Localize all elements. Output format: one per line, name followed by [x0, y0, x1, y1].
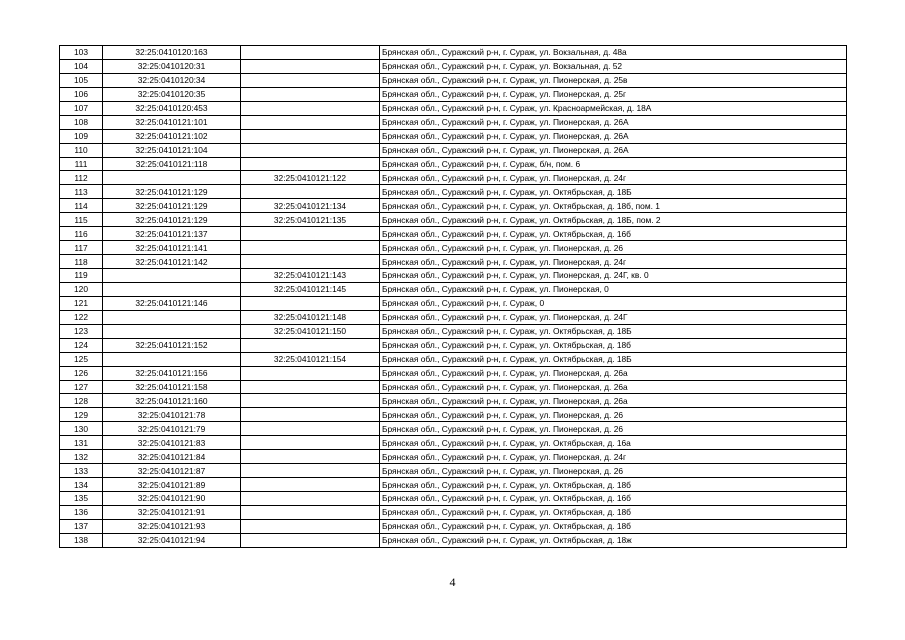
part-number-cell [241, 143, 380, 157]
address-cell: Брянская обл., Суражский р-н, г. Сураж, ул. Октябрьская, д. 18б [380, 338, 847, 352]
table-row [60, 129, 847, 143]
cadastral-number-cell: 32:25:0410121:90 [103, 492, 241, 506]
address-cell: Брянская обл., Суражский р-н, г. Сураж, ул. Пионерская, д. 26А [380, 143, 847, 157]
row-number-cell: 132 [60, 450, 103, 464]
row-number-cell: 103 [60, 46, 103, 60]
table-row [60, 450, 847, 464]
cadastral-number-cell: 32:25:0410121:160 [103, 394, 241, 408]
table-row [60, 143, 847, 157]
row-number-cell: 117 [60, 241, 103, 255]
address-cell: Брянская обл., Суражский р-н, г. Сураж, ул. Пионерская, д. 26а [380, 394, 847, 408]
cadastral-number-cell [103, 352, 241, 366]
address-cell: Брянская обл., Суражский р-н, г. Сураж, ул. Пионерская, д. 24Г, кв. 0 [380, 269, 847, 283]
part-number-cell [241, 338, 380, 352]
table-row [60, 101, 847, 115]
row-number-cell: 135 [60, 492, 103, 506]
address-cell: Брянская обл., Суражский р-н, г. Сураж, ул. Пионерская, д. 26а [380, 366, 847, 380]
address-cell: Брянская обл., Суражский р-н, г. Сураж, ул. Октябрьская, д. 18Б, пом. 2 [380, 213, 847, 227]
part-number-cell: 32:25:0410121:134 [241, 199, 380, 213]
address-cell: Брянская обл., Суражский р-н, г. Сураж, ул. Пионерская, д. 24г [380, 255, 847, 269]
part-number-cell [241, 115, 380, 129]
part-number-cell: 32:25:0410121:143 [241, 269, 380, 283]
address-cell: Брянская обл., Суражский р-н, г. Сураж, ул. Вокзальная, д. 48а [380, 46, 847, 60]
table-row [60, 533, 847, 547]
cadastral-number-cell: 32:25:0410121:101 [103, 115, 241, 129]
cadastral-number-cell: 32:25:0410120:34 [103, 73, 241, 87]
row-number-cell: 131 [60, 436, 103, 450]
part-number-cell [241, 241, 380, 255]
part-number-cell [241, 394, 380, 408]
address-cell: Брянская обл., Суражский р-н, г. Сураж, ул. Октябрьская, д. 16б [380, 492, 847, 506]
table-row [60, 352, 847, 366]
cadastral-number-cell: 32:25:0410121:152 [103, 338, 241, 352]
address-cell: Брянская обл., Суражский р-н, г. Сураж, ул. Октябрьская, д. 18Б [380, 324, 847, 338]
row-number-cell: 110 [60, 143, 103, 157]
cadastral-number-cell [103, 282, 241, 296]
table-row [60, 408, 847, 422]
part-number-cell [241, 157, 380, 171]
part-number-cell [241, 505, 380, 519]
row-number-cell: 136 [60, 505, 103, 519]
registry-table-body [60, 46, 847, 548]
cadastral-number-cell: 32:25:0410121:78 [103, 408, 241, 422]
row-number-cell: 113 [60, 185, 103, 199]
row-number-cell: 124 [60, 338, 103, 352]
address-cell: Брянская обл., Суражский р-н, г. Сураж, 0 [380, 296, 847, 310]
row-number-cell: 108 [60, 115, 103, 129]
part-number-cell [241, 380, 380, 394]
row-number-cell: 115 [60, 213, 103, 227]
row-number-cell: 128 [60, 394, 103, 408]
table-row [60, 171, 847, 185]
table-row [60, 296, 847, 310]
table-row [60, 185, 847, 199]
address-cell: Брянская обл., Суражский р-н, г. Сураж, ул. Октябрьская, д. 18б [380, 478, 847, 492]
address-cell: Брянская обл., Суражский р-н, г. Сураж, ул. Октябрьская, д. 18б, пом. 1 [380, 199, 847, 213]
row-number-cell: 107 [60, 101, 103, 115]
part-number-cell [241, 185, 380, 199]
table-row [60, 519, 847, 533]
cadastral-number-cell: 32:25:0410120:31 [103, 59, 241, 73]
table-row [60, 492, 847, 506]
part-number-cell [241, 129, 380, 143]
part-number-cell: 32:25:0410121:122 [241, 171, 380, 185]
table-row [60, 199, 847, 213]
address-cell: Брянская обл., Суражский р-н, г. Сураж, ул. Пионерская, д. 26 [380, 464, 847, 478]
cadastral-number-cell: 32:25:0410121:89 [103, 478, 241, 492]
page-number: 4 [449, 575, 456, 589]
part-number-cell [241, 101, 380, 115]
cadastral-number-cell: 32:25:0410121:146 [103, 296, 241, 310]
part-number-cell [241, 46, 380, 60]
row-number-cell: 106 [60, 87, 103, 101]
address-cell: Брянская обл., Суражский р-н, г. Сураж, ул. Вокзальная, д. 52 [380, 59, 847, 73]
cadastral-number-cell [103, 269, 241, 283]
cadastral-number-cell [103, 310, 241, 324]
part-number-cell [241, 450, 380, 464]
row-number-cell: 127 [60, 380, 103, 394]
cadastral-number-cell: 32:25:0410121:156 [103, 366, 241, 380]
cadastral-number-cell: 32:25:0410121:102 [103, 129, 241, 143]
address-cell: Брянская обл., Суражский р-н, г. Сураж, ул. Пионерская, д. 26А [380, 129, 847, 143]
row-number-cell: 105 [60, 73, 103, 87]
part-number-cell [241, 59, 380, 73]
part-number-cell [241, 255, 380, 269]
table-row [60, 464, 847, 478]
cadastral-number-cell: 32:25:0410121:129 [103, 185, 241, 199]
table-row [60, 59, 847, 73]
part-number-cell [241, 87, 380, 101]
cadastral-number-cell: 32:25:0410121:104 [103, 143, 241, 157]
table-row [60, 422, 847, 436]
part-number-cell [241, 492, 380, 506]
part-number-cell [241, 296, 380, 310]
address-cell: Брянская обл., Суражский р-н, г. Сураж, ул. Пионерская, д. 24Г [380, 310, 847, 324]
row-number-cell: 112 [60, 171, 103, 185]
table-row [60, 213, 847, 227]
cadastral-number-cell: 32:25:0410121:83 [103, 436, 241, 450]
row-number-cell: 118 [60, 255, 103, 269]
part-number-cell [241, 478, 380, 492]
cadastral-number-cell: 32:25:0410121:93 [103, 519, 241, 533]
table-row [60, 241, 847, 255]
cadastral-number-cell: 32:25:0410121:142 [103, 255, 241, 269]
part-number-cell [241, 366, 380, 380]
address-cell: Брянская обл., Суражский р-н, г. Сураж, ул. Октябрьская, д. 18б [380, 505, 847, 519]
address-cell: Брянская обл., Суражский р-н, г. Сураж, ул. Октябрьская, д. 18Б [380, 352, 847, 366]
table-row [60, 338, 847, 352]
cadastral-number-cell: 32:25:0410121:87 [103, 464, 241, 478]
table-row [60, 227, 847, 241]
row-number-cell: 121 [60, 296, 103, 310]
row-number-cell: 104 [60, 59, 103, 73]
address-cell: Брянская обл., Суражский р-н, г. Сураж, ул. Пионерская, 0 [380, 282, 847, 296]
row-number-cell: 126 [60, 366, 103, 380]
cadastral-number-cell: 32:25:0410120:35 [103, 87, 241, 101]
cadastral-number-cell: 32:25:0410121:91 [103, 505, 241, 519]
part-number-cell [241, 227, 380, 241]
row-number-cell: 111 [60, 157, 103, 171]
table-row [60, 73, 847, 87]
address-cell: Брянская обл., Суражский р-н, г. Сураж, ул. Октябрьская, д. 16а [380, 436, 847, 450]
cadastral-number-cell: 32:25:0410120:453 [103, 101, 241, 115]
address-cell: Брянская обл., Суражский р-н, г. Сураж, ул. Октябрьская, д. 18ж [380, 533, 847, 547]
cadastral-number-cell: 32:25:0410121:129 [103, 199, 241, 213]
table-row [60, 505, 847, 519]
table-row [60, 282, 847, 296]
table-row [60, 255, 847, 269]
part-number-cell: 32:25:0410121:150 [241, 324, 380, 338]
row-number-cell: 129 [60, 408, 103, 422]
row-number-cell: 125 [60, 352, 103, 366]
address-cell: Брянская обл., Суражский р-н, г. Сураж, ул. Пионерская, д. 26 [380, 422, 847, 436]
row-number-cell: 116 [60, 227, 103, 241]
row-number-cell: 137 [60, 519, 103, 533]
table-row [60, 115, 847, 129]
address-cell: Брянская обл., Суражский р-н, г. Сураж, б/н, пом. 6 [380, 157, 847, 171]
registry-table [59, 45, 847, 548]
address-cell: Брянская обл., Суражский р-н, г. Сураж, ул. Пионерская, д. 26 [380, 408, 847, 422]
table-row [60, 324, 847, 338]
part-number-cell [241, 533, 380, 547]
part-number-cell [241, 519, 380, 533]
part-number-cell: 32:25:0410121:145 [241, 282, 380, 296]
address-cell: Брянская обл., Суражский р-н, г. Сураж, ул. Октябрьская, д. 16б [380, 227, 847, 241]
address-cell: Брянская обл., Суражский р-н, г. Сураж, ул. Пионерская, д. 26а [380, 380, 847, 394]
table-row [60, 87, 847, 101]
table-row [60, 478, 847, 492]
address-cell: Брянская обл., Суражский р-н, г. Сураж, ул. Пионерская, д. 25в [380, 73, 847, 87]
row-number-cell: 122 [60, 310, 103, 324]
table-row [60, 310, 847, 324]
row-number-cell: 134 [60, 478, 103, 492]
table-row [60, 157, 847, 171]
table-row [60, 394, 847, 408]
row-number-cell: 119 [60, 269, 103, 283]
table-row [60, 380, 847, 394]
table-row [60, 366, 847, 380]
cadastral-number-cell: 32:25:0410121:118 [103, 157, 241, 171]
table-row [60, 269, 847, 283]
row-number-cell: 120 [60, 282, 103, 296]
cadastral-number-cell: 32:25:0410121:137 [103, 227, 241, 241]
address-cell: Брянская обл., Суражский р-н, г. Сураж, ул. Пионерская, д. 25г [380, 87, 847, 101]
part-number-cell: 32:25:0410121:154 [241, 352, 380, 366]
address-cell: Брянская обл., Суражский р-н, г. Сураж, ул. Пионерская, д. 26А [380, 115, 847, 129]
address-cell: Брянская обл., Суражский р-н, г. Сураж, ул. Пионерская, д. 24г [380, 171, 847, 185]
row-number-cell: 133 [60, 464, 103, 478]
cadastral-number-cell [103, 171, 241, 185]
address-cell: Брянская обл., Суражский р-н, г. Сураж, ул. Октябрьская, д. 18Б [380, 185, 847, 199]
part-number-cell: 32:25:0410121:135 [241, 213, 380, 227]
part-number-cell [241, 464, 380, 478]
part-number-cell [241, 436, 380, 450]
row-number-cell: 123 [60, 324, 103, 338]
address-cell: Брянская обл., Суражский р-н, г. Сураж, ул. Пионерская, д. 26 [380, 241, 847, 255]
cadastral-number-cell: 32:25:0410121:79 [103, 422, 241, 436]
row-number-cell: 130 [60, 422, 103, 436]
row-number-cell: 138 [60, 533, 103, 547]
cadastral-number-cell: 32:25:0410121:129 [103, 213, 241, 227]
cadastral-number-cell: 32:25:0410121:84 [103, 450, 241, 464]
part-number-cell [241, 422, 380, 436]
row-number-cell: 114 [60, 199, 103, 213]
cadastral-number-cell: 32:25:0410121:94 [103, 533, 241, 547]
cadastral-number-cell [103, 324, 241, 338]
row-number-cell: 109 [60, 129, 103, 143]
address-cell: Брянская обл., Суражский р-н, г. Сураж, ул. Октябрьская, д. 18б [380, 519, 847, 533]
table-row [60, 46, 847, 60]
cadastral-number-cell: 32:25:0410121:141 [103, 241, 241, 255]
cadastral-number-cell: 32:25:0410121:158 [103, 380, 241, 394]
table-row [60, 436, 847, 450]
address-cell: Брянская обл., Суражский р-н, г. Сураж, ул. Пионерская, д. 24г [380, 450, 847, 464]
part-number-cell: 32:25:0410121:148 [241, 310, 380, 324]
part-number-cell [241, 408, 380, 422]
part-number-cell [241, 73, 380, 87]
cadastral-number-cell: 32:25:0410120:163 [103, 46, 241, 60]
address-cell: Брянская обл., Суражский р-н, г. Сураж, ул. Красноармейская, д. 18А [380, 101, 847, 115]
